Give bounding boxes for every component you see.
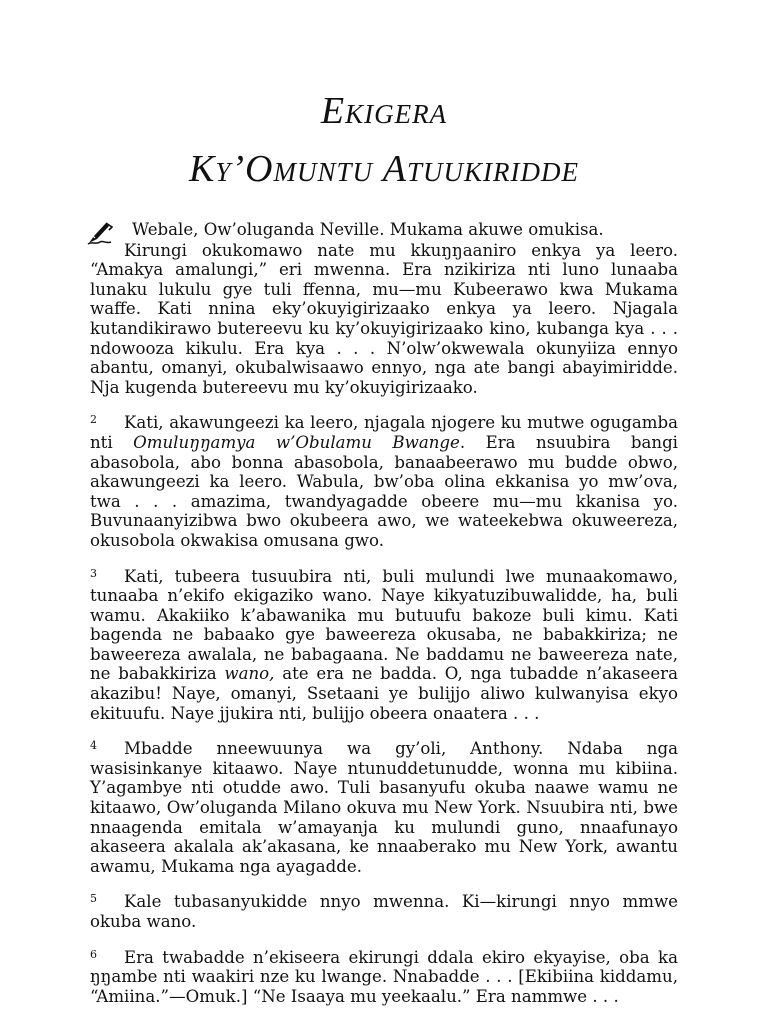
paragraph-5 [90, 889, 678, 931]
pen-writing-icon [86, 222, 114, 246]
sermon-text [90, 220, 678, 1019]
title-line-1: Ekigera [320, 90, 448, 132]
chapter-title [0, 82, 768, 198]
paragraph-number: 3 [90, 566, 97, 580]
paragraph-6 [90, 945, 678, 1007]
paragraph-text: Era twabadde n’ekiseera ekirungi ddala ekiro ekyayise, oba ka ŋŋambe nti waakiri nze ku lwange. Nnabadde . . . [Ekibiina kiddamu, “Amiina.”—Omuk.] “Ne Isaaya mu yeekaalu.” Era nammwe . . . [90, 947, 678, 1006]
paragraph-number: 4 [90, 739, 97, 753]
title-line-2: Ky’Omuntu Atuukiridde [189, 148, 579, 190]
paragraph-text: Mbadde nneewuunya wa gy’oli, Anthony. Ndaba nga wasisinkanye kitaawo. Naye ntunuddetunudde, wonna mu kibiina. Y’agambye nti otudde awo. Tuli basanyufu okuba naawe wamu ne kitaawo, Ow’oluganda Milano okuva mu New York. Nsuubira nti, bwe nnaagenda emitala w’amayanja ku mulundi guno, nnaafunayo akaseera akalala ak’akasana, ke nnaaberako mu New York, awantu awamu, Mukama nga ayagadde. [90, 739, 678, 876]
opening-text: Webale, Ow’oluganda Neville. Mukama akuwe omukisa. [132, 220, 604, 239]
opening-line [90, 220, 678, 240]
paragraph-text: Kale tubasanyukidde nnyo mwenna. Ki—kirungi nnyo mmwe okuba wano. [90, 892, 678, 931]
emphasis-italic: wano, [224, 664, 275, 684]
paragraph-text-continued: ate era ne badda. O, nga tubadde n’akaseera akazibu! Naye, omanyi, Ssetaani ye bulijjo aliwo kulwanyisa ekyo ekituufu. Naye jjukira nti, bulijjo obeera onaatera . . . [90, 664, 678, 723]
paragraph-text: Kati, tubeera tusuubira nti, buli mulundi lwe munaakomawo, tunaaba n’ekifo ekigaziko wano. Naye kikyatuzibuwalidde, ha, buli wamu. Akakiiko k’abawanika mu butuufu bakoze buli kimu. Kati bagenda ne babaako gye baweereza okusaba, ne babakkiriza; ne baweereza awalala, ne babagaana. Ne baddamu ne baweereza nate, ne babakkiriza [90, 566, 678, 684]
paragraph-number: 6 [90, 947, 97, 961]
paragraph-number: 2 [90, 413, 97, 427]
sermon-title-italic: Omuluŋŋamya w’Obulamu Bwange [133, 432, 460, 452]
paragraph-1 [90, 241, 678, 398]
paragraph-text-continued: . Era nsuubira bangi abasobola, abo bonna abasobola, banaabeerawo mu budde obwo, akawungeezi ka leero. Wabula, bw’oba olina ekkanisa yo mw’ova, twa . . . amazima, twandyagadde obeere mu—mu kkanisa yo. Buvunaanyizibwa bwo okubeera awo, we wateekebwa okuweereza, okusobola okwakisa omusana gwo. [90, 432, 678, 550]
paragraph-text: Kirungi okukomawo nate mu kkuŋŋaaniro enkya ya leero. “Amakya amalungi,” eri mwenna. Era nzikiriza nti luno lunaaba lunaku lukulu gye tuli ffenna, mu—mu Kubeerawo kwa Mukama waffe. Kati nnina eky’okuyigirizaako enkya ya leero. Njagala kutandikirawo butereevu ku ky’okuyigirizaako kino, kubanga kya . . . ndowooza kikulu. Era kya . . . N’olw’okwewala okunyiiza ennyo abantu, omanyi, okubalwisaawo ennyo, nga ate bangi abayimiridde. Nja kugenda butereevu mu ky’okuyigirizaako. [90, 240, 678, 397]
paragraph-4 [90, 736, 678, 876]
paragraph-number: 5 [90, 892, 97, 906]
paragraph-text: Kati, akawungeezi ka leero, njagala njogere ku mutwe ogugamba nti [90, 413, 678, 452]
paragraph-3 [90, 564, 678, 724]
paragraph-2 [90, 410, 678, 550]
